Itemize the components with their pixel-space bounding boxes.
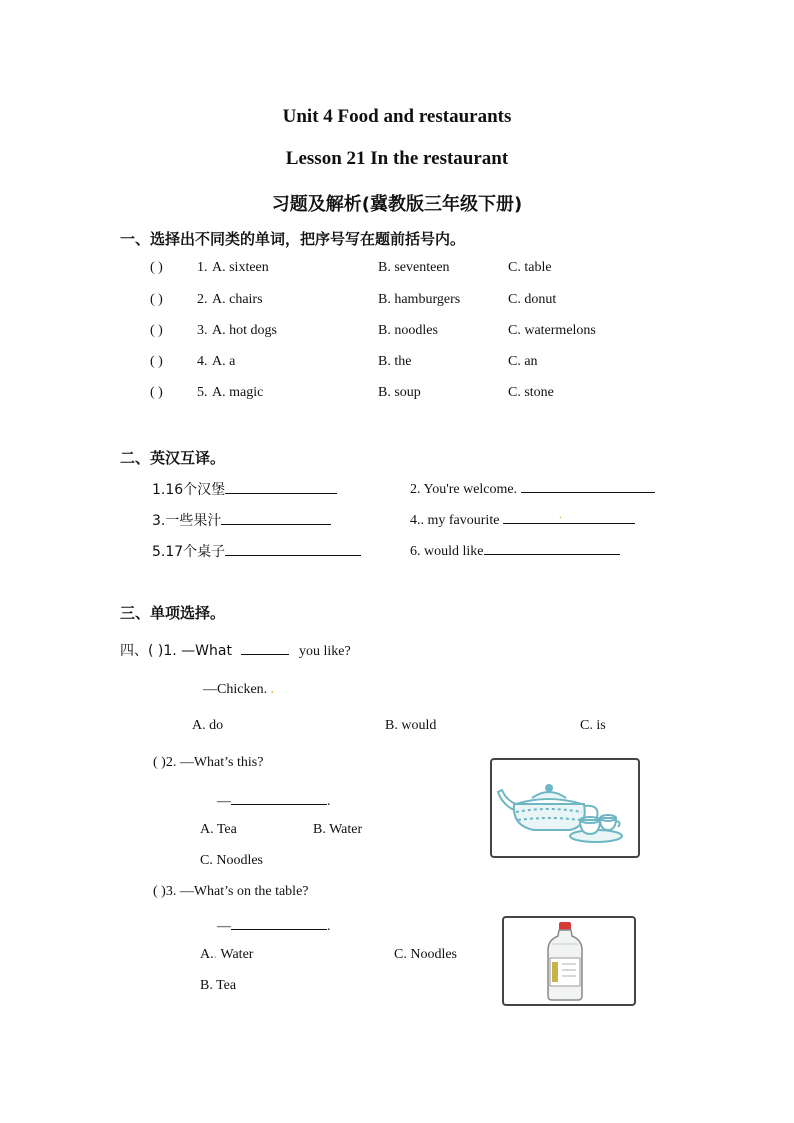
s2-item3-prompt: 3.一些果汁 (152, 513, 222, 529)
s1-q3-num: 3. (197, 323, 208, 338)
s3-q1 (120, 640, 351, 660)
s3-q3-blank[interactable] (231, 916, 327, 930)
s1-q4-option-a: A. a (212, 354, 236, 369)
teapot-icon (492, 760, 638, 856)
s1-q3-option-c: C. watermelons (508, 323, 596, 338)
s3-q1-answer (203, 682, 274, 698)
section1-heading: 一、选择出不同类的单词，把序号写在题前括号内。 (120, 230, 466, 248)
s3-q1-blank[interactable] (241, 641, 289, 655)
s1-q5-option-c: C. stone (508, 385, 554, 400)
water-bottle-icon (504, 918, 634, 1004)
s3-q3-option-a (200, 947, 253, 963)
s1-q5-num: 5. (197, 385, 208, 400)
s1-q4-option-b: B. the (378, 354, 412, 369)
s2-item2 (410, 479, 655, 498)
s2-item1-answer-line[interactable] (225, 480, 337, 494)
unit-title: Unit 4 Food and restaurants (282, 106, 512, 127)
s1-q2-option-c: C. donut (508, 292, 557, 307)
s3-q1-option-c: C. is (580, 718, 606, 733)
s1-q5-option-a: A. magic (212, 385, 264, 400)
s2-item4-answer-line[interactable] (503, 507, 635, 524)
s3-q1-suffix: you like? (298, 644, 351, 659)
s2-item4-mark: . (558, 507, 562, 521)
water-bottle-picture (502, 916, 636, 1006)
s3-q3-option-c: C. Noodles (394, 947, 457, 962)
teapot-picture (490, 758, 640, 858)
s2-item3-answer-line[interactable] (221, 511, 331, 525)
s1-q2-option-a: A. chairs (212, 292, 263, 307)
s1-q5-option-b: B. soup (378, 385, 421, 400)
s2-item5-answer-line[interactable] (225, 542, 361, 556)
s3-q2-option-b: B. Water (313, 822, 363, 837)
s3-q1-answer-text: —Chicken. (203, 682, 268, 697)
s3-q1-prefix: 四、( )1. —What (120, 643, 232, 659)
section3-heading: 三、单项选择。 (120, 604, 226, 622)
s3-q2-option-c: C. Noodles (200, 853, 263, 868)
s3-q3-dash: — (217, 919, 231, 934)
s3-q3-answer (217, 916, 331, 935)
s1-q3-option-a: A. hot dogs (212, 323, 277, 338)
s1-q4-option-c: C. an (508, 354, 538, 369)
s2-item4 (410, 507, 635, 529)
s3-q3-option-a-word: Water (217, 947, 254, 962)
s3-q1-option-b: B. would (385, 718, 437, 733)
s3-q2-option-a: A. Tea (200, 822, 237, 837)
s3-q3-option-b: B. Tea (200, 978, 237, 993)
s2-item1-prompt: 1.16个汉堡 (152, 482, 226, 498)
s1-q4-bracket[interactable]: ( ) (150, 354, 163, 369)
s3-q2-period: . (327, 794, 331, 809)
s2-item4-prompt: 4.. my favourite (410, 513, 500, 528)
s1-q2-bracket[interactable]: ( ) (150, 292, 163, 307)
s1-q5-bracket[interactable]: ( ) (150, 385, 163, 400)
exercise-subtitle: 习题及解析(冀教版三年级下册) (271, 194, 523, 215)
s3-q1-option-a: A. do (192, 718, 224, 733)
s3-q2-dash: — (217, 794, 231, 809)
s1-q3-option-b: B. noodles (378, 323, 438, 338)
s2-item5 (152, 541, 361, 561)
s3-q3-option-a-prefix: A. (200, 947, 214, 962)
s3-q3-period: . (327, 919, 331, 934)
s2-item3 (152, 510, 331, 530)
s2-item2-prompt: 2. You're welcome. (410, 482, 518, 497)
s2-item6-prompt: 6. would like (410, 544, 484, 559)
section2-heading: 二、英汉互译。 (120, 449, 226, 467)
s1-q1-num: 1. (197, 260, 208, 275)
s1-q1-option-b: B. seventeen (378, 260, 450, 275)
s3-q2-answer (217, 791, 331, 810)
s2-item5-prompt: 5.17个桌子 (152, 544, 226, 560)
s1-q3-bracket[interactable]: ( ) (150, 323, 163, 338)
s3-q2-blank[interactable] (231, 791, 327, 805)
s3-q2-question: ( )2. —What’s this? (153, 755, 264, 770)
s1-q1-option-c: C. table (508, 260, 552, 275)
s2-item6-answer-line[interactable] (484, 541, 620, 555)
s1-q1-option-a: A. sixteen (212, 260, 269, 275)
s2-item6 (410, 541, 620, 560)
s3-q3-question: ( )3. —What’s on the table? (153, 884, 309, 899)
s1-q1-bracket[interactable]: ( ) (150, 260, 163, 275)
s3-q1-mark: . (270, 682, 275, 697)
s1-q2-option-b: B. hamburgers (378, 292, 461, 307)
lesson-title: Lesson 21 In the restaurant (285, 148, 509, 169)
s3-q3-option-a-mark: . (213, 947, 218, 962)
s1-q4-num: 4. (197, 354, 208, 369)
s1-q2-num: 2. (197, 292, 208, 307)
s2-item2-answer-line[interactable] (521, 479, 655, 493)
s2-item1 (152, 479, 337, 499)
